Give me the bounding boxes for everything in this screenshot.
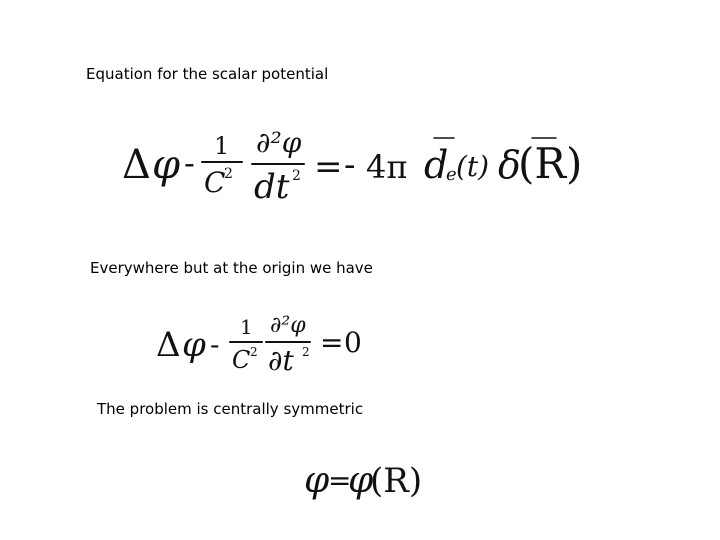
equation-spherical-symmetry-figure — [300, 448, 440, 508]
equation-wave-homogeneous — [152, 306, 382, 378]
eq1-equals: = — [314, 147, 343, 187]
eq1-delta: Δ — [122, 142, 151, 188]
eq1-four-pi: 4π — [366, 148, 408, 186]
eq3-lhs-phi: φ — [304, 460, 330, 501]
eq1-phi: φ — [152, 142, 181, 188]
eq2-equals: = — [320, 326, 344, 359]
eq1-dipole-d: d — [424, 143, 449, 187]
eq2-frac1-den-c: C — [232, 346, 251, 374]
equation-spherical-symmetry — [300, 448, 440, 508]
eq2-frac2-den-exp: 2 — [302, 345, 310, 359]
eq1-frac1-den-c: C — [204, 166, 226, 199]
eq2-frac2-den: ∂t — [268, 344, 294, 377]
eq2-rhs-zero: 0 — [344, 326, 362, 359]
eq1-dipole-sub: e — [446, 164, 457, 185]
eq1-minus: - — [184, 144, 195, 182]
eq2-minus: - — [210, 328, 220, 361]
equation-scalar-potential — [118, 120, 588, 210]
equation-wave-homogeneous-figure — [152, 306, 382, 378]
eq3-rhs-arg: (R) — [370, 461, 423, 501]
eq3-rhs-phi: φ — [348, 460, 374, 501]
eq1-frac1-den-exp: 2 — [224, 166, 233, 182]
caption-everywhere-but-origin: Everywhere but at the origin we have — [90, 259, 373, 277]
eq1-delta-func: δ — [498, 143, 521, 187]
eq2-frac1-den-exp: 2 — [250, 345, 258, 359]
eq1-frac2-num: ∂²φ — [256, 126, 302, 159]
caption-centrally-symmetric: The problem is centrally symmetric — [97, 400, 364, 418]
eq2-frac2-num: ∂²φ — [270, 313, 306, 338]
eq1-frac2-den: dt — [254, 167, 290, 207]
caption-scalar-potential: Equation for the scalar potential — [86, 65, 329, 83]
eq2-phi: φ — [182, 325, 206, 365]
equation-scalar-potential-figure — [118, 120, 588, 210]
eq1-delta-arg: (R) — [518, 139, 583, 188]
eq1-frac1-num: 1 — [214, 132, 230, 160]
eq1-frac2-den-exp: 2 — [292, 168, 301, 184]
eq3-equals: = — [328, 464, 352, 497]
eq1-dipole-arg: (t) — [456, 150, 490, 183]
eq1-rhs-minus: - — [344, 145, 356, 185]
eq2-delta: Δ — [156, 325, 181, 365]
eq2-frac1-num: 1 — [240, 315, 253, 339]
